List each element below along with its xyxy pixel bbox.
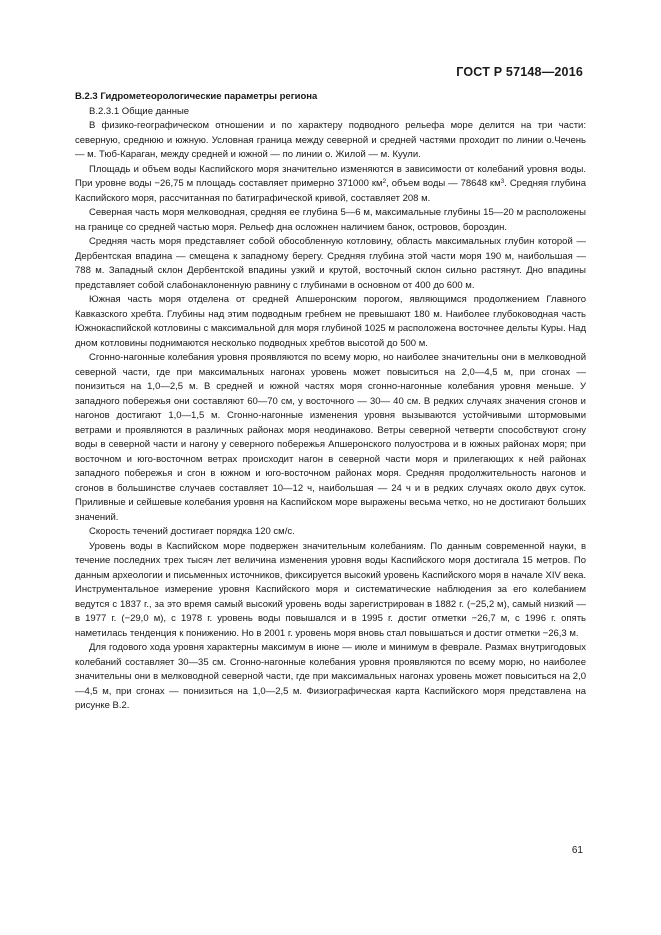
paragraph-surge-fluctuations: Сгонно-нагонные колебания уровня проявляются по всему морю, но наиболее значительны они в мелководной северной части, где при максимальных нагонах уровень может повыситься на 2,0—4,5 м, при сгонах — понизиться на 1,0—2,5 м. В средней и южной частях моря сгонно-нагонные колебания уровня меньше. У западного побережья они составляют 60—70 см, у восточного — 30— 40 см. В редких случаях значения сгонов и нагонов достигают 1,0—1,5 м. Сгонно-нагонные изменения уровня вызываются устойчивыми штормовыми ветрами и проявляются в различных районах моря неодинаково. Ветры северной четверти способствуют сгону воды в северной части и нагону у северного побережья Апшеронского полуострова и в южных районах моря; при восточном и юго-восточном ветрах происходит нагон в северной части моря и прилегающих к ней районах западного побережья и сгон в южном и юго-восточном районах моря. Средняя продолжительность нагонов и сгонов в большинстве случаев составляет 10—12 ч, наибольшая — 24 ч и в редких случаях около двух суток. Приливные и сейшевые колебания уровня на Каспийском море выражены весьма четко, но не достигают больших значений. (75, 352, 586, 523)
subsection-heading: В.2.3.1 Общие данные (89, 105, 190, 117)
paragraph-area-volume: Площадь и объем воды Каспийского моря значительно изменяются в зависимости от колебаний уровня воды. При уровне воды −26,75 м площадь составляет примерно 371000 $км^2$, объем воды — 78648 $км^3$. Средняя глубина Каспийского моря, рассчитанная по батиграфической кривой, составляет 208 м. (75, 163, 586, 204)
document-body (75, 90, 586, 714)
paragraph-south-part: Южная часть моря отделена от средней Апшеронским порогом, являющимся продолжением Главного Кавказского хребта. Глубины над этим подводным гребнем не превышают 180 м. Наиболее глубоководная часть Южнокаспийской котловины с максимальной для моря глубиной 1025 м расположена восточнее дельты Куры. Над дном котловины поднимаются несколько подводных хребтов высотой до 500 м. (75, 294, 586, 349)
paragraph-current-speed: Скорость течений достигает порядка 120 см/с. (89, 526, 295, 537)
paragraph-annual-cycle: Для годового хода уровня характерны максимум в июне — июле и минимум в феврале. Размах внутригодовых колебаний составляет 30—35 см. Сгонно-нагонные колебания уровня проявляются по всему морю, но наиболее значительны они в мелководной северной части, где при максимальных нагонах уровень может повыситься на 2,0—4,5 м, при сгонах — понизиться на 1,0—2,5 м. Физиографическая карта Каспийского моря представлена на рисунке В.2. (75, 642, 586, 711)
paragraph-middle-part: Средняя часть моря представляет собой обособленную котловину, область максимальных глубин которой — Дербентская впадина — смещена к западному берегу. Средняя глубина этой части моря 190 м, наибольшая — 788 м. Западный склон Дербентской впадины узкий и крутой, восточный склон сильно растянут. Дно впадины представляет собой слабонаклоненную равнину с глубинами в основном от 400 до 600 м. (75, 236, 586, 291)
page-number: 61 (571, 845, 583, 856)
paragraph-level-history: Уровень воды в Каспийском море подвержен значительным колебаниям. По данным современной науки, в течение последних трех тысяч лет величина изменения уровня воды Каспийского моря достигала 15 метров. По данным археологии и письменных источников, фиксируется высокий уровень Каспийского моря в начале XIV века. Инструментальное измерение уровня Каспийского моря и систематические наблюдения за его колебанием ведутся с 1837 г., за это время самый высокий уровень воды зарегистрирован в 1882 г. (−25,2 м), самый низкий — в 1977 г. (−29,0 м), с 1978 г. уровень воды повышался и в 1995 г. достиг отметки −26,7 м, с 1996 г. опять наметилась тенденция к понижению. Но в 2001 г. уровень моря вновь стал повышаться и достиг отметки −26,3 м. (75, 540, 586, 639)
standard-code: ГОСТ Р 57148—2016 (456, 65, 583, 79)
section-heading: В.2.3 Гидрометеорологические параметры региона (75, 91, 318, 102)
paragraph-regions: В физико-географическом отношении и по характеру подводного рельефа море делится на три части: северную, среднюю и южную. Условная граница между северной и средней частями проходит по линии о.Чечень — м. Тюб-Караган, между средней и южной — по линии о. Жилой — м. Куули. (75, 120, 586, 160)
paragraph-north-part: Северная часть моря мелководная, средняя ее глубина 5—6 м, максимальные глубины 15—20 м расположены на границе со средней частью моря. Рельеф дна осложнен наличием банок, островов, бороздин. (75, 207, 586, 233)
